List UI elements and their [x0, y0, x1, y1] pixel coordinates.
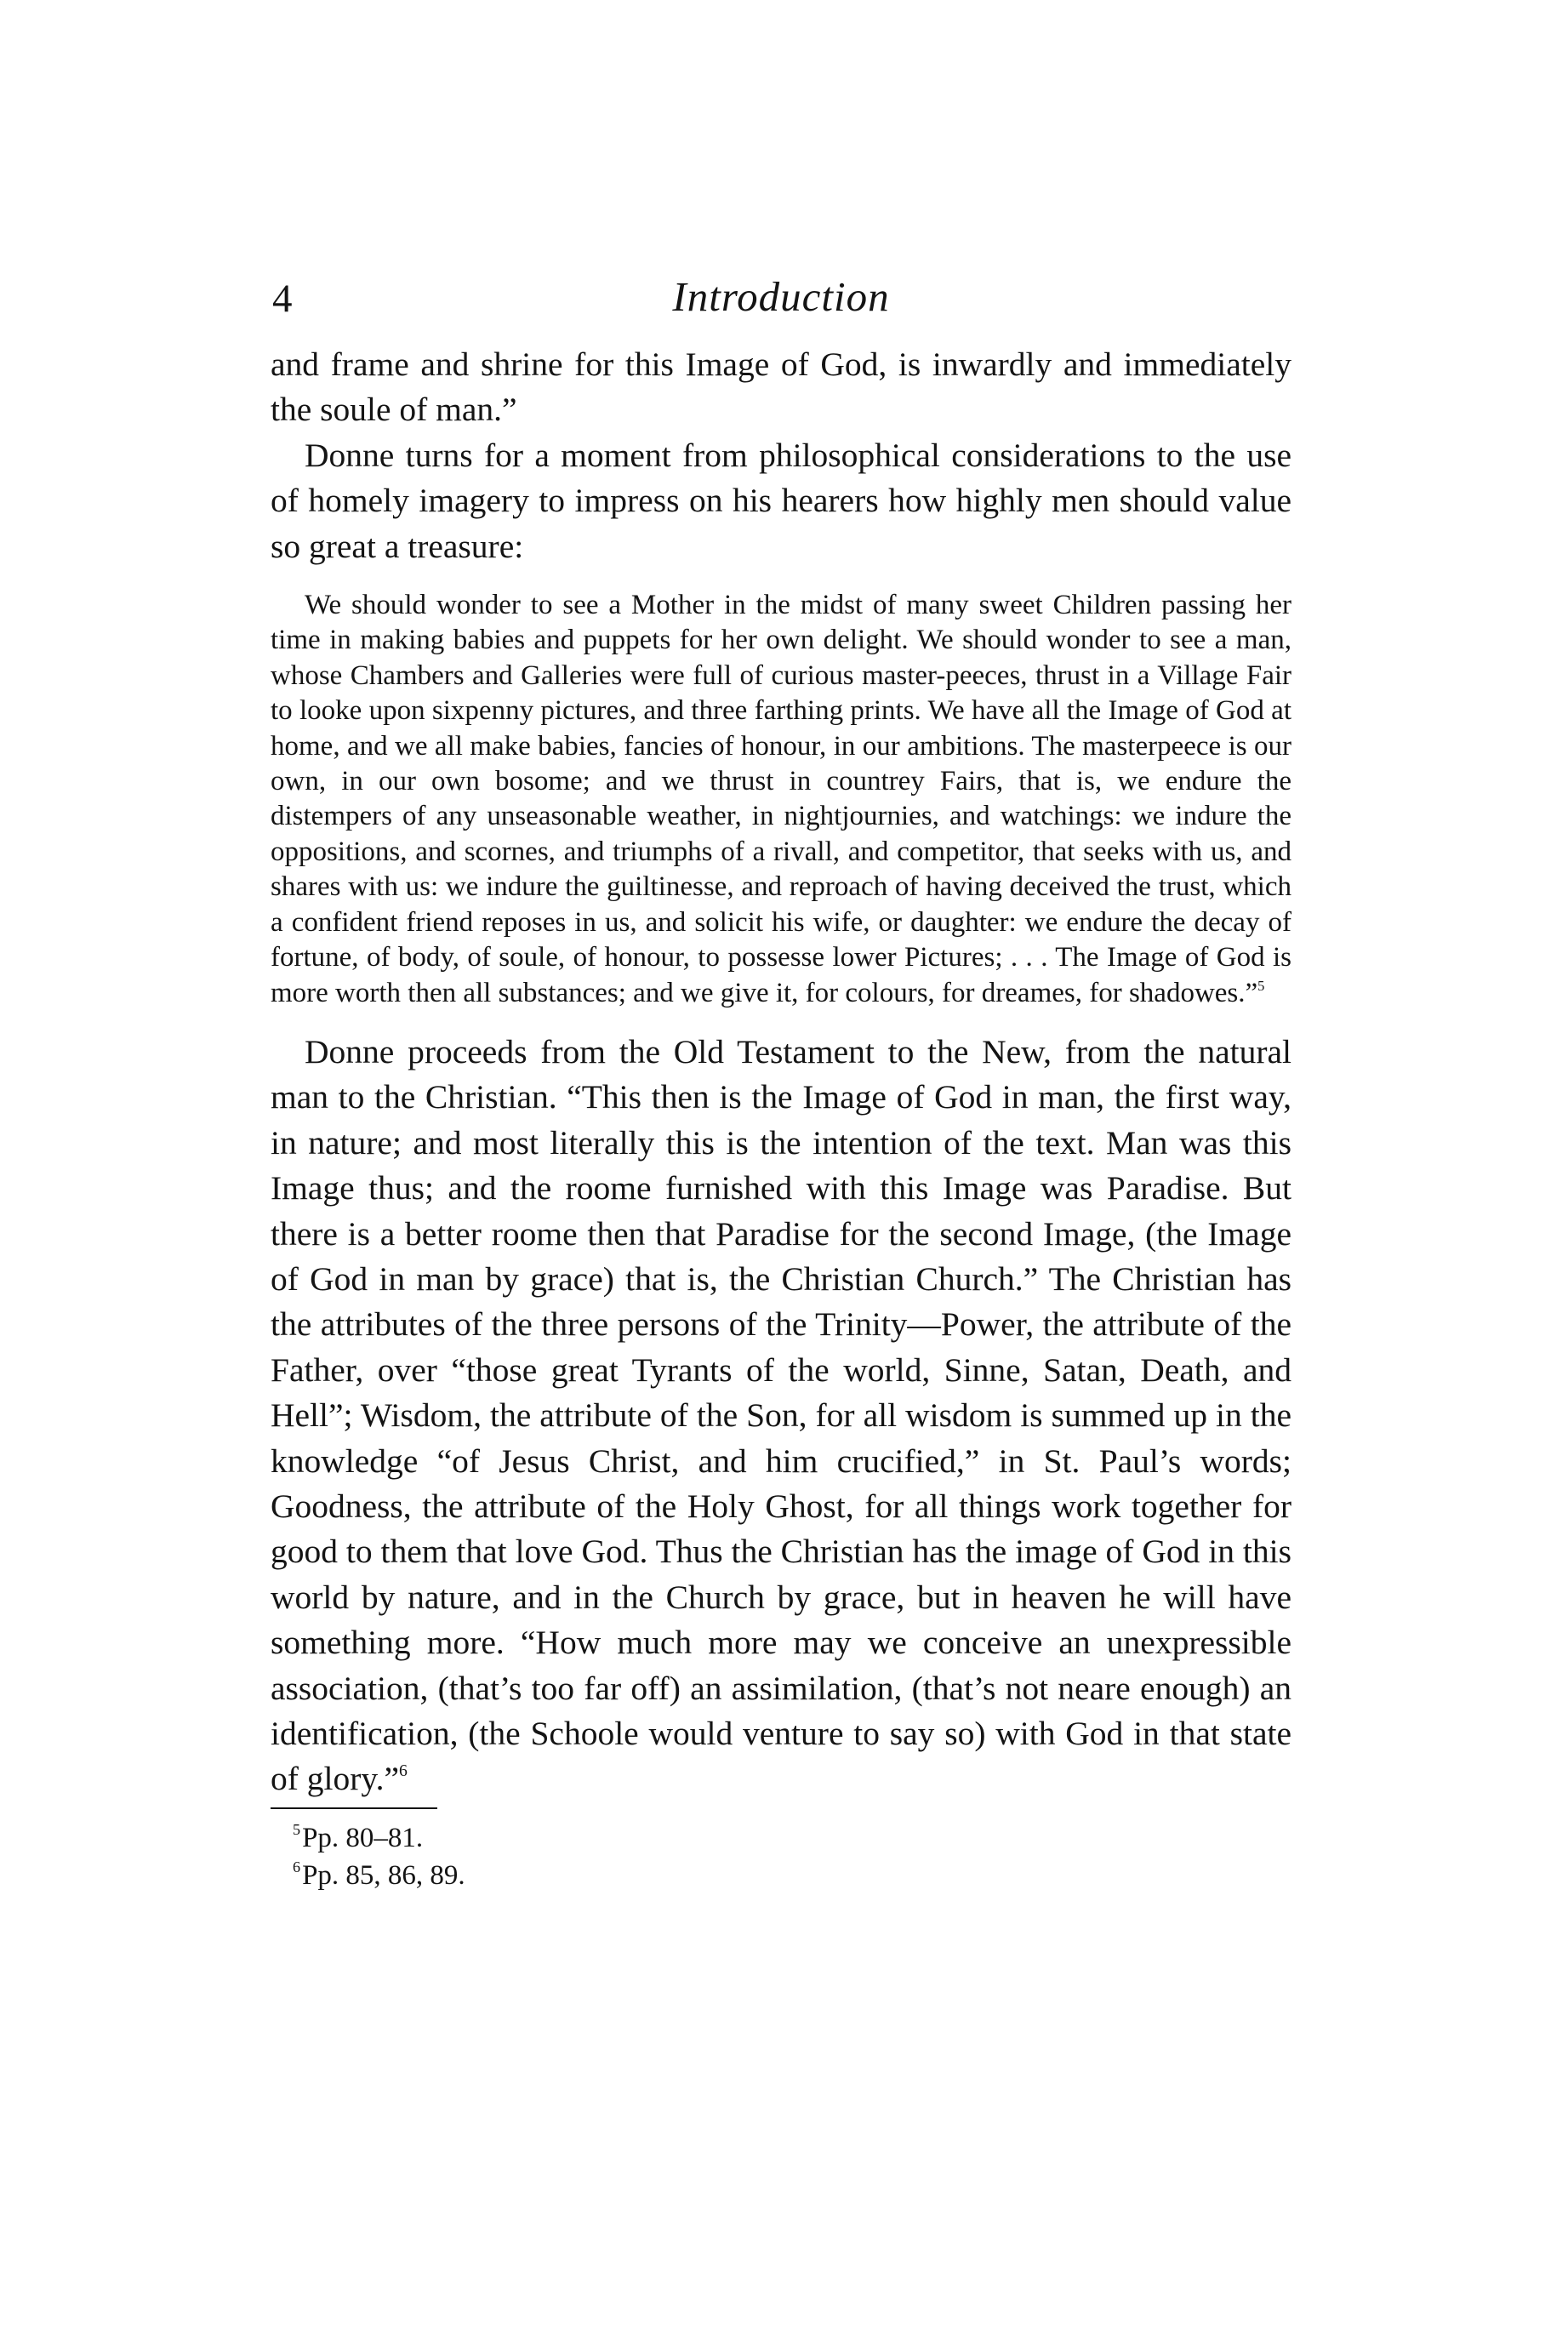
body-text-continued	[271, 1030, 1291, 1802]
footnote-ref-6: 6	[399, 1761, 408, 1781]
footnote-ref-5: 5	[1257, 977, 1265, 994]
block-quote-paragraph	[271, 588, 1291, 1011]
running-title: Introduction	[672, 273, 890, 320]
paragraph-old-to-new-testament	[271, 1030, 1291, 1802]
footnote-text: Pp. 85, 86, 89.	[302, 1859, 465, 1891]
footnote-text: Pp. 80–81.	[302, 1822, 424, 1853]
book-page	[271, 271, 1291, 1894]
running-head	[271, 271, 1291, 342]
footnote-mark: 5	[293, 1821, 301, 1839]
footnote-divider	[271, 1807, 437, 1809]
page-number: 4	[272, 277, 293, 321]
footnotes	[271, 1819, 1291, 1894]
footnote	[271, 1819, 1291, 1857]
paragraph-text: Donne proceeds from the Old Testament to the New, from the natural man to the Christian. “This then is the Image of God in man, the first way, in nature; and most literally this is the intention of the text. Man was this Image thus; and the roome furnished with this Image was Paradise. But there is a better roome then that Paradise for the second Image, (the Image of God in man by grace) that is, the Christian Church.” The Christian has the attributes of the three persons of the Trinity—Power, the attribute of the Father, over “those great Tyrants of the world, Sinne, Satan, Death, and Hell”; Wisdom, the attribute of the Son, for all wisdom is summed up in the knowledge “of Jesus Christ, and him crucified,” in St. Paul’s words; Goodness, the attribute of the Holy Ghost, for all things work together for good to them that love God. Thus the Christian has the image of God in this world by nature, and in the Church by grace, but in heaven he will have something more. “How much more may we conceive an unexpressible association, (that’s too far off) an assimilation, (that’s not neare enough) an identification, (the Schoole would venture to say so) with God in that state of glory.”	[271, 1032, 1291, 1798]
footnote	[271, 1857, 1291, 1894]
block-quote	[271, 588, 1291, 1011]
footnote-mark: 6	[293, 1858, 301, 1876]
body-text	[271, 342, 1291, 569]
block-quote-text: We should wonder to see a Mother in the midst of many sweet Children passing her time in making babies and puppets for her own delight. We should wonder to see a man, whose Chambers and Galleries were full of curious master-peeces, thrust in a Village Fair to looke upon sixpenny pictures, and three farthing prints. We have all the Image of God at home, and we all make babies, fancies of honour, in our ambitions. The masterpeece is our own, in our own bosome; and we thrust in countrey Fairs, that is, we endure the distempers of any unseasonable weather, in nightjournies, and watchings: we indure the oppositions, and scornes, and triumphs of a rivall, and competitor, that seeks with us, and shares with us: we indure the guiltinesse, and reproach of having deceived the trust, which a confident friend reposes in us, and solicit his wife, or daughter: we endure the decay of fortune, of body, of soule, of honour, to possesse lower Pictures; . . . The Image of God is more worth then all substances; and we give it, for colours, for dreames, for shadowes.”	[271, 590, 1291, 1008]
paragraph-homely-imagery: Donne turns for a moment from philosophical considerations to the use of homely imagery to impress on his hearers how highly men should value so great a treasure:	[271, 436, 1291, 565]
paragraph-continuation: and frame and shrine for this Image of God, is inwardly and immediately the soule of man.”	[271, 345, 1291, 429]
